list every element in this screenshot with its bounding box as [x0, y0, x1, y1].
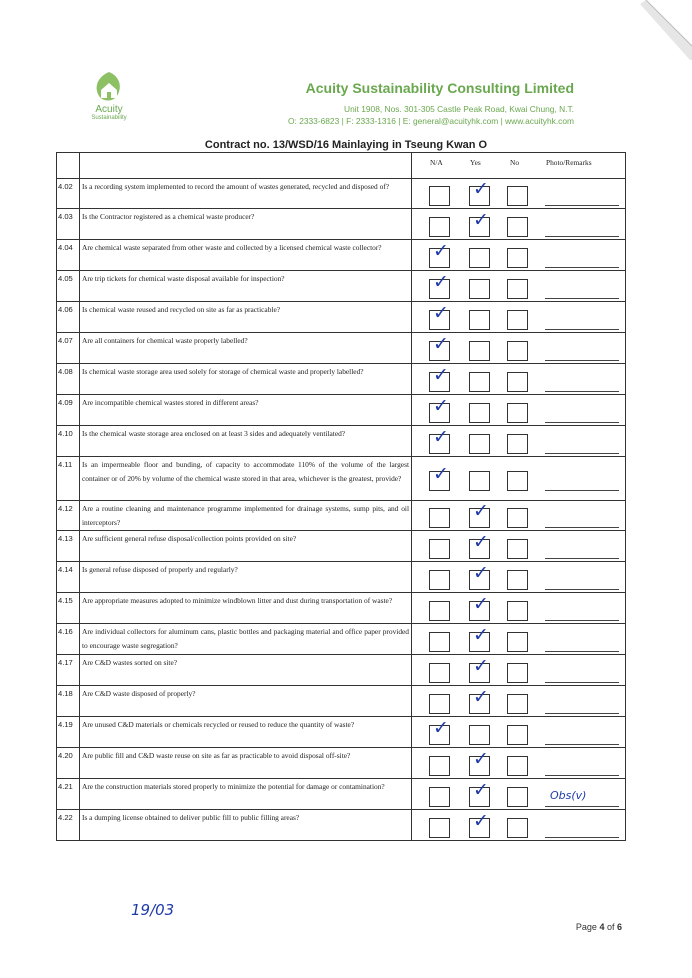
checkbox-yes[interactable]: [469, 779, 490, 807]
item-answer-cell: [412, 240, 626, 271]
logo-subtitle: Sustainability: [91, 115, 127, 121]
checkbox-na[interactable]: [429, 717, 450, 745]
checkbox-yes[interactable]: [469, 434, 490, 454]
checkbox-no[interactable]: [507, 601, 528, 621]
item-answer-cell: [412, 333, 626, 364]
item-answer-cell: [412, 655, 626, 686]
remarks-line: [545, 589, 619, 590]
item-answer-cell: [412, 531, 626, 562]
item-question: Are C&D waste disposed of properly?: [80, 686, 412, 717]
checkbox-na[interactable]: [429, 663, 450, 683]
item-answer-cell: [412, 426, 626, 457]
table-row: [57, 748, 626, 779]
check-mark-icon: ✓: [473, 748, 489, 770]
checkbox-na[interactable]: [429, 240, 450, 268]
checkbox-yes[interactable]: [469, 279, 490, 299]
checkbox-yes[interactable]: [469, 341, 490, 361]
item-number: 4.08: [57, 364, 80, 395]
item-number: 4.17: [57, 655, 80, 686]
remarks-line: [545, 620, 619, 621]
item-number: 4.16: [57, 624, 80, 655]
table-row: [57, 179, 626, 209]
checkbox-no[interactable]: [507, 403, 528, 423]
item-number: 4.03: [57, 209, 80, 240]
checkbox-na[interactable]: [429, 539, 450, 559]
item-number: 4.12: [57, 501, 80, 531]
checkbox-no[interactable]: [507, 632, 528, 652]
item-question: Are C&D wastes sorted on site?: [80, 655, 412, 686]
table-row: [57, 531, 626, 562]
checkbox-na[interactable]: [429, 271, 450, 299]
check-mark-icon: ✓: [473, 209, 489, 231]
checkbox-yes[interactable]: [469, 403, 490, 423]
checkbox-yes[interactable]: [469, 248, 490, 268]
table-header-row: [57, 153, 626, 179]
check-mark-icon: ✓: [433, 333, 449, 355]
table-row: [57, 624, 626, 655]
item-question: Are all containers for chemical waste properly labelled?: [80, 333, 412, 364]
item-number: 4.21: [57, 779, 80, 810]
check-mark-icon: ✓: [473, 178, 489, 200]
item-question: Are appropriate measures adopted to minimize windblown litter and dust during transportation of waste?: [80, 593, 412, 624]
checkbox-no[interactable]: [507, 694, 528, 714]
remarks-line: [545, 682, 619, 683]
checkbox-no[interactable]: [507, 279, 528, 299]
table-row: [57, 271, 626, 302]
remarks-line: [545, 422, 619, 423]
checkbox-yes[interactable]: [469, 725, 490, 745]
checkbox-na[interactable]: [429, 601, 450, 621]
remarks-line: [545, 837, 619, 838]
item-question: Are chemical waste separated from other waste and collected by a licensed chemical waste collector?: [80, 240, 412, 271]
check-mark-icon: ✓: [473, 655, 489, 677]
checkbox-yes[interactable]: [469, 810, 490, 838]
checkbox-no[interactable]: [507, 663, 528, 683]
remarks-line: [545, 391, 619, 392]
table-row: [57, 686, 626, 717]
item-question: Are public fill and C&D waste reuse on site as far as practicable to avoid disposal off-site?: [80, 748, 412, 779]
remarks-line: [545, 744, 619, 745]
checkbox-na[interactable]: [429, 364, 450, 392]
item-answer-cell: [412, 624, 626, 655]
check-mark-icon: ✓: [433, 302, 449, 324]
checkbox-yes[interactable]: [469, 531, 490, 559]
company-logo: [74, 70, 144, 132]
checkbox-yes[interactable]: [469, 471, 490, 491]
checkbox-na[interactable]: [429, 302, 450, 330]
item-question: Is the Contractor registered as a chemical waste producer?: [80, 209, 412, 240]
item-answer-cell: [412, 179, 626, 209]
check-mark-icon: ✓: [433, 364, 449, 386]
item-number: 4.15: [57, 593, 80, 624]
item-answer-cell: [412, 562, 626, 593]
remarks-line: [545, 775, 619, 776]
table-row: [57, 333, 626, 364]
check-mark-icon: ✓: [473, 686, 489, 708]
checkbox-no[interactable]: [507, 756, 528, 776]
checkbox-no[interactable]: [507, 248, 528, 268]
item-number: 4.04: [57, 240, 80, 271]
checkbox-na[interactable]: [429, 632, 450, 652]
checkbox-yes[interactable]: [469, 500, 490, 528]
item-question: Are individual collectors for aluminum cans, plastic bottles and packaging material and office paper provided to encourage waste segregation?: [80, 624, 412, 655]
company-address: Unit 1908, Nos. 301-305 Castle Peak Road, Kwai Chung, N.T.: [344, 104, 574, 114]
item-answer-cell: [412, 501, 626, 531]
checkbox-yes[interactable]: [469, 748, 490, 776]
checkbox-na[interactable]: [429, 333, 450, 361]
item-answer-cell: [412, 810, 626, 841]
checklist-table: [56, 152, 626, 841]
item-answer-cell: [412, 395, 626, 426]
item-question: Are sufficient general refuse disposal/collection points provided on site?: [80, 531, 412, 562]
check-mark-icon: ✓: [433, 271, 449, 293]
check-mark-icon: ✓: [473, 500, 489, 522]
table-row: [57, 426, 626, 457]
column-header-na: N/A: [430, 158, 443, 167]
checkbox-yes[interactable]: [469, 593, 490, 621]
item-question: Is the chemical waste storage area enclosed on at least 3 sides and adequately ventilated?: [80, 426, 412, 457]
check-mark-icon: ✓: [473, 624, 489, 646]
check-mark-icon: ✓: [473, 531, 489, 553]
checkbox-no[interactable]: [507, 372, 528, 392]
item-question: Are unused C&D materials or chemicals recycled or reused to reduce the quantity of waste?: [80, 717, 412, 748]
checkbox-yes[interactable]: [469, 624, 490, 652]
remarks-line: [545, 360, 619, 361]
column-header-yes: Yes: [470, 158, 481, 167]
item-answer-cell: [412, 271, 626, 302]
check-mark-icon: ✓: [473, 810, 489, 832]
remarks-line: [545, 453, 619, 454]
item-question: Is chemical waste reused and recycled on site as far as practicable?: [80, 302, 412, 333]
table-row: [57, 779, 626, 810]
item-answer-cell: [412, 686, 626, 717]
table-row: [57, 593, 626, 624]
checkbox-na[interactable]: [429, 787, 450, 807]
checkbox-na[interactable]: [429, 186, 450, 206]
item-answer-cell: [412, 717, 626, 748]
checkbox-na[interactable]: [429, 426, 450, 454]
table-row: [57, 209, 626, 240]
header-num-cell: [57, 153, 80, 179]
table-row: [57, 810, 626, 841]
item-question: Are trip tickets for chemical waste disposal available for inspection?: [80, 271, 412, 302]
checkbox-no[interactable]: [507, 787, 528, 807]
handwritten-date: 19/03: [131, 901, 175, 919]
remarks-line: [545, 329, 619, 330]
remarks-line: [545, 267, 619, 268]
checkbox-no[interactable]: [507, 217, 528, 237]
checkbox-no[interactable]: [507, 508, 528, 528]
logo-name: Acuity: [95, 104, 123, 115]
check-mark-icon: ✓: [433, 426, 449, 448]
item-number: 4.10: [57, 426, 80, 457]
item-number: 4.20: [57, 748, 80, 779]
contract-title: Contract no. 13/WSD/16 Mainlaying in Tseung Kwan O: [204, 139, 488, 151]
item-question: Is a dumping license obtained to deliver public fill to public filling areas?: [80, 810, 412, 841]
checkbox-no[interactable]: [507, 186, 528, 206]
checkbox-na[interactable]: [429, 570, 450, 590]
item-number: 4.18: [57, 686, 80, 717]
column-header-remarks: Photo/Remarks: [546, 158, 592, 167]
checkbox-na[interactable]: [429, 395, 450, 423]
item-question: Is an impermeable floor and bunding, of capacity to accommodate 110% of the volume of the largest container or of 20% by volume of the chemical waste stored in that area, whichever is the greatest, provide?: [80, 457, 412, 501]
item-question: Are a routine cleaning and maintenance programme implemented for drainage systems, sump pits, and oil interceptors?: [80, 501, 412, 531]
item-number: 4.02: [57, 179, 80, 209]
table-row: [57, 501, 626, 531]
checkbox-no[interactable]: [507, 570, 528, 590]
item-number: 4.11: [57, 457, 80, 501]
remarks-line: [545, 205, 619, 206]
item-question: Are incompatible chemical wastes stored in different areas?: [80, 395, 412, 426]
item-number: 4.13: [57, 531, 80, 562]
checkbox-no[interactable]: [507, 725, 528, 745]
table-row: [57, 240, 626, 271]
checkbox-yes[interactable]: [469, 562, 490, 590]
item-number: 4.14: [57, 562, 80, 593]
company-name: Acuity Sustainability Consulting Limited: [305, 80, 574, 96]
table-row: [57, 364, 626, 395]
checkbox-no[interactable]: [507, 471, 528, 491]
page-fold-corner: [632, 0, 692, 60]
checkbox-na[interactable]: [429, 756, 450, 776]
table-row: [57, 655, 626, 686]
remarks-line: [545, 298, 619, 299]
company-contact: O: 2333-6823 | F: 2333-1316 | E: general@acuityhk.com | www.acuityhk.com: [288, 116, 574, 126]
item-question: Is general refuse disposed of properly and regularly?: [80, 562, 412, 593]
checkbox-yes[interactable]: [469, 372, 490, 392]
remarks-line: [545, 558, 619, 559]
checkbox-no[interactable]: [507, 434, 528, 454]
item-number: 4.19: [57, 717, 80, 748]
check-mark-icon: ✓: [433, 463, 449, 485]
item-answer-cell: [412, 302, 626, 333]
checkbox-no[interactable]: [507, 539, 528, 559]
checkbox-yes[interactable]: [469, 209, 490, 237]
item-number: 4.05: [57, 271, 80, 302]
checkbox-no[interactable]: [507, 341, 528, 361]
item-answer-cell: [412, 593, 626, 624]
check-mark-icon: ✓: [473, 562, 489, 584]
item-number: 4.09: [57, 395, 80, 426]
remarks-line: [545, 490, 619, 491]
item-answer-cell: [412, 779, 626, 810]
item-number: 4.07: [57, 333, 80, 364]
checkbox-na[interactable]: [429, 818, 450, 838]
header-answer-cell: [412, 153, 626, 179]
remarks-line: [545, 236, 619, 237]
leaf-house-icon: [91, 70, 127, 104]
remarks-line: [545, 651, 619, 652]
item-answer-cell: [412, 209, 626, 240]
checkbox-yes[interactable]: [469, 655, 490, 683]
remarks-line: [545, 527, 619, 528]
check-mark-icon: ✓: [433, 717, 449, 739]
checkbox-na[interactable]: [429, 694, 450, 714]
checkbox-na[interactable]: [429, 217, 450, 237]
table-row: [57, 717, 626, 748]
checkbox-no[interactable]: [507, 818, 528, 838]
item-question: Is a recording system implemented to record the amount of wastes generated, recycled and disposed of?: [80, 179, 412, 209]
table-row: [57, 562, 626, 593]
table-row: [57, 457, 626, 501]
item-question: Are the construction materials stored properly to minimize the potential for damage or contamination?: [80, 779, 412, 810]
checkbox-yes[interactable]: [469, 178, 490, 206]
item-number: 4.22: [57, 810, 80, 841]
checkbox-yes[interactable]: [469, 310, 490, 330]
checkbox-yes[interactable]: [469, 686, 490, 714]
remarks-text: Obs(v): [550, 789, 587, 802]
check-mark-icon: ✓: [473, 593, 489, 615]
checkbox-no[interactable]: [507, 310, 528, 330]
column-header-no: No: [510, 158, 520, 167]
remarks-line: [545, 806, 619, 807]
page-number: Page 4 of 6: [575, 922, 622, 932]
remarks-line: [545, 713, 619, 714]
check-mark-icon: ✓: [433, 395, 449, 417]
item-question: Is chemical waste storage area used solely for storage of chemical waste and properly labelled?: [80, 364, 412, 395]
table-row: [57, 395, 626, 426]
check-mark-icon: ✓: [433, 240, 449, 262]
table-row: [57, 302, 626, 333]
item-answer-cell: [412, 748, 626, 779]
checkbox-na[interactable]: [429, 508, 450, 528]
item-answer-cell: [412, 364, 626, 395]
item-answer-cell: [412, 457, 626, 501]
checkbox-na[interactable]: [429, 463, 450, 491]
item-number: 4.06: [57, 302, 80, 333]
header-question-cell: [80, 153, 412, 179]
check-mark-icon: ✓: [473, 779, 489, 801]
